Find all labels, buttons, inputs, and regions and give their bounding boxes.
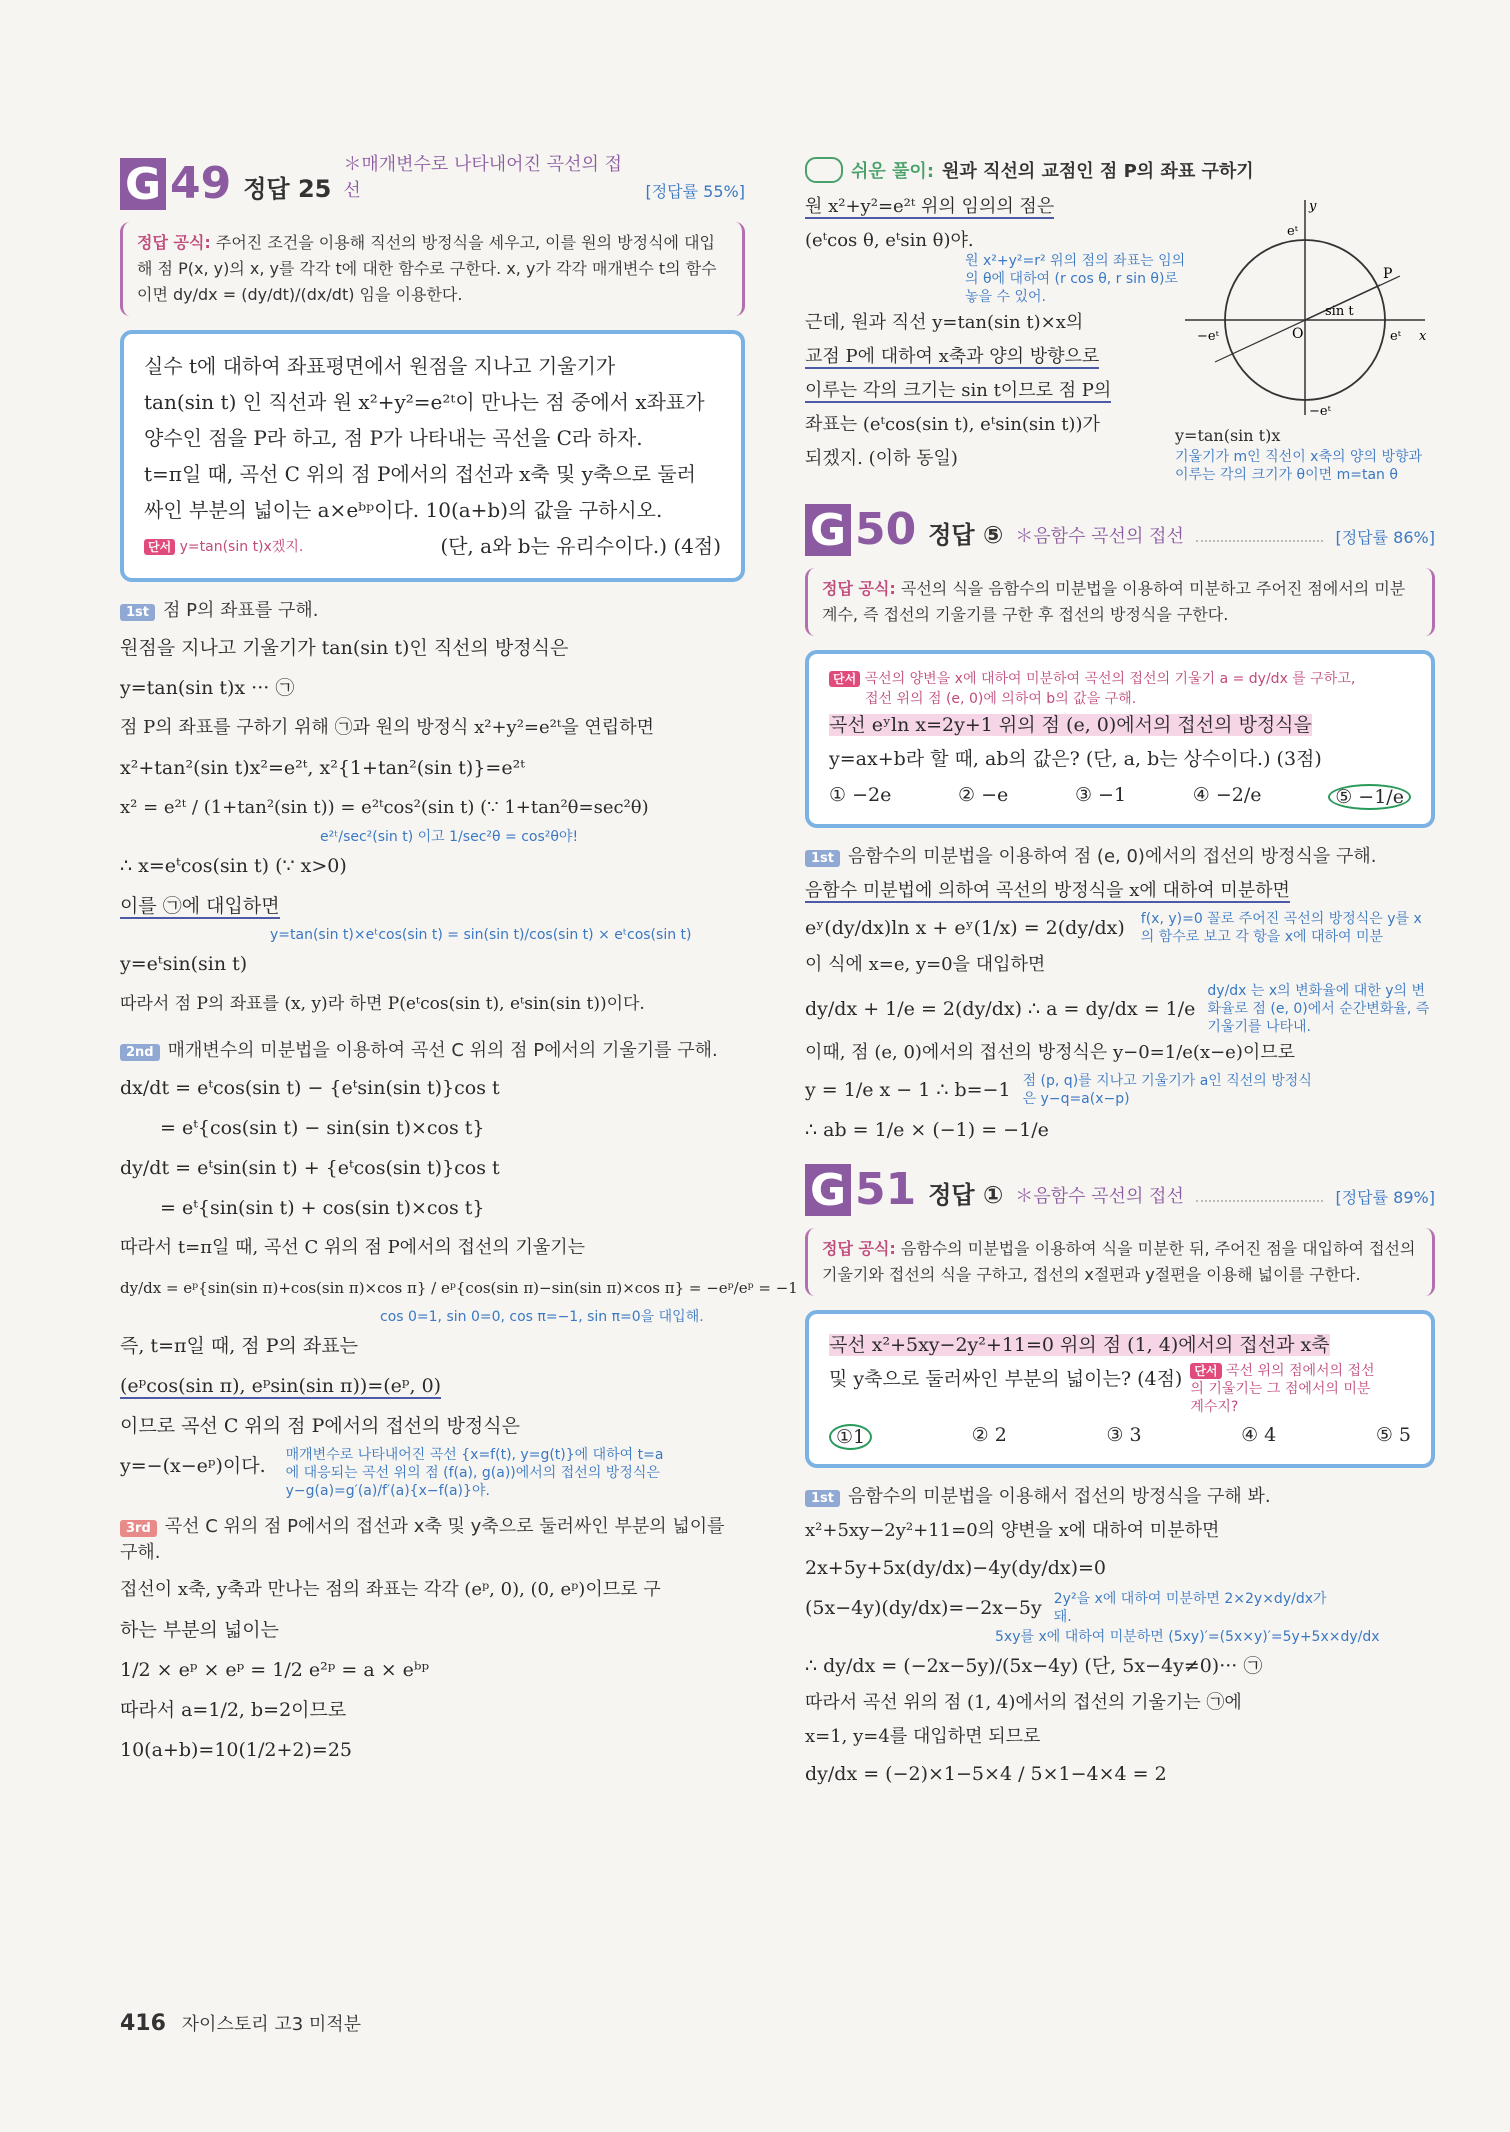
hint: 단서 y=tan(sin t)x겠지.: [144, 536, 303, 556]
choice-4: ④ −2/e: [1192, 784, 1262, 806]
tangent-row: [120, 1446, 745, 1500]
solution-line: = eᵗ{cos(sin t) − sin(sin t)×cos t}: [160, 1117, 485, 1139]
solution-line: (5x−4y)(dy/dx)=−2x−5y: [805, 1597, 1042, 1619]
solution-line: y = 1/e x − 1 ∴ b=−1: [805, 1079, 1011, 1101]
topic: ＊음함수 곡선의 접선: [1015, 1186, 1184, 1207]
solution-line: 2x+5y+5x(dy/dx)−4y(dy/dx)=0: [805, 1557, 1107, 1579]
solution-line: dy/dx = eᵖ{sin(sin π)+cos(sin π)×cos π} / eᵖ{cos(sin π)−sin(sin π)×cos π} = −eᵖ/eᵖ = −1: [120, 1279, 798, 1297]
question-line: tan(sin t) 인 직선과 원 x²+y²=e²ᵗ이 만나는 점 중에서 x좌표가: [144, 390, 705, 414]
question-box: [805, 650, 1435, 828]
choice-2: ② 2: [971, 1424, 1007, 1446]
choice-3: ③ −1: [1074, 784, 1127, 806]
dotted-divider: [1196, 540, 1324, 542]
page-footer: [120, 2010, 361, 2036]
easy-text: [805, 190, 1186, 476]
question-row: [829, 1362, 1411, 1416]
page-number: 416: [120, 2011, 166, 2036]
note: 기울기가 m인 직선이 x축의 양의 방향과 이루는 각의 크기가 θ이면 m=tan θ: [1175, 449, 1423, 483]
g-badge: G: [120, 158, 166, 210]
solution-line: x²+tan²(sin t)x²=e²ᵗ, x²{1+tan²(sin t)}=e²ᵗ: [120, 757, 525, 779]
note: cos 0=1, sin 0=0, cos π=−1, sin π=0을 대입해.: [380, 1309, 704, 1325]
solution-line: ∴ dy/dx = (−2x−5y)/(5x−4y) (단, 5x−4y≠0)··· ㉠: [805, 1655, 1263, 1677]
easy-solution-header: [805, 150, 1435, 190]
hint: 단서 곡선 위의 점에서의 접선의 기울기는 그 점에서의 미분계수지?: [1190, 1363, 1375, 1415]
choices: [829, 784, 1411, 810]
solution-line: 즉, t=π일 때, 점 P의 좌표는: [120, 1335, 358, 1357]
choice-4: ④ 4: [1241, 1424, 1277, 1446]
answer-label: 정답 ⑤: [928, 521, 1004, 549]
answer-label: 정답 ①: [928, 1181, 1004, 1209]
note: 점 (p, q)를 지나고 기울기가 a인 직선의 방정식은 y−q=a(x−p): [1022, 1073, 1312, 1107]
solution-line: dx/dt = eᵗcos(sin t) − {eᵗsin(sin t)}cos t: [120, 1077, 500, 1099]
solution-line: 근데, 원과 직선 y=tan(sin t)×x의: [805, 312, 1084, 333]
question-footer: [144, 528, 721, 564]
question-box: [805, 1310, 1435, 1468]
solution-line: 따라서 t=π일 때, 곡선 C 위의 점 P에서의 접선의 기울기는: [120, 1237, 586, 1258]
accuracy-rate: [정답률 89%]: [1335, 1188, 1435, 1207]
problem-49-header: [120, 150, 745, 210]
book-title: 자이스토리 고3 미적분: [181, 2014, 362, 2035]
solution-line: 좌표는 (eᵗcos(sin t), eᵗsin(sin t))가: [805, 414, 1100, 435]
solution-line: 이므로 곡선 C 위의 점 P에서의 접선의 방정식은: [120, 1415, 520, 1437]
choice-1-correct: ①1: [829, 1424, 872, 1450]
dotted-divider: [1196, 1200, 1324, 1202]
choice-5: ⑤ 5: [1375, 1424, 1411, 1446]
answer-formula: [805, 1228, 1435, 1296]
step-badge-1st: 1st: [805, 850, 840, 867]
solution-line: 원점을 지나고 기울기가 tan(sin t)인 직선의 방정식은: [120, 637, 569, 659]
x-label: x: [1419, 329, 1427, 344]
solution-line: 따라서 점 P의 좌표를 (x, y)라 하면 P(eᵗcos(sin t), eᵗsin(sin t))이다.: [120, 994, 645, 1014]
problem-50-header: [805, 496, 1435, 556]
solution-line: 이루는 각의 크기는 sin t이므로 점 P의: [805, 380, 1112, 401]
question-line: t=π일 때, 곡선 C 위의 점 P에서의 접선과 x축 및 y축으로 둘러: [144, 462, 696, 486]
step-badge-2nd: 2nd: [120, 1044, 160, 1061]
formula-label: 정답 공식:: [822, 1239, 896, 1258]
easy-solution-body: [805, 190, 1435, 490]
circle-figure: [1175, 190, 1435, 420]
step-3: 3rd 곡선 C 위의 점 P에서의 접선과 x축 및 y축으로 둘러싸인 부분의 넓이를 구해.: [120, 1516, 725, 1563]
et-top: eᵗ: [1287, 224, 1298, 239]
problem-51-header: [805, 1156, 1435, 1216]
hint-tag: 단서: [829, 671, 860, 687]
line-through-origin: [1215, 276, 1400, 362]
choices: [829, 1424, 1411, 1450]
note: y=tan(sin t)×eᵗcos(sin t) = sin(sin t)/cos(sin t) × eᵗcos(sin t): [270, 927, 692, 943]
step-1: 1st 음함수의 미분법을 이용해서 접선의 방정식을 구해 봐.: [805, 1482, 1435, 1508]
point-p-label: P: [1383, 266, 1393, 282]
line-equation: y=tan(sin t)x: [1175, 426, 1281, 445]
topic: ＊매개변수로 나타내어진 곡선의 접선: [343, 154, 622, 201]
neg-et-bottom: −eᵗ: [1309, 404, 1331, 419]
solution-line: 음함수 미분법에 의하여 곡선의 방정식을 x에 대하여 미분하면: [805, 880, 1290, 901]
note: dy/dx 는 x의 변화율에 대한 y의 변화율로 점 (e, 0)에서 순간변화율, 즉 기울기를 나타내.: [1207, 983, 1430, 1035]
solution-line: 교점 P에 대하여 x축과 양의 방향으로: [805, 346, 1100, 367]
hint: 단서 곡선의 양변을 x에 대하여 미분하여 곡선의 접선의 기울기 a = dy/dx 를 구하고,: [829, 668, 1411, 688]
solution-line: 접선이 x축, y축과 만나는 점의 좌표는 각각 (eᵖ, 0), (0, eᵖ)이므로 구: [120, 1579, 661, 1600]
answer-formula: [120, 222, 745, 316]
accuracy-rate: [정답률 55%]: [645, 182, 745, 201]
solution-line: (eᵗcos θ, eᵗsin θ)야.: [805, 230, 974, 251]
solution-line: y=tan(sin t)x ··· ㉠: [120, 677, 295, 699]
solution-line: ∴ ab = 1/e × (−1) = −1/e: [805, 1119, 1049, 1141]
glasses-icon: [805, 157, 843, 183]
solution-line: (eᵖcos(sin π), eᵖsin(sin π))=(eᵖ, 0): [120, 1375, 442, 1397]
question-line: 양수인 점을 P라 하고, 점 P가 나타내는 곡선을 C라 하자.: [144, 426, 643, 450]
step-badge-3rd: 3rd: [120, 1520, 157, 1537]
left-column: [120, 150, 798, 1770]
solution-line: ∴ x=eᵗcos(sin t) (∵ x>0): [120, 855, 347, 877]
answer-label: 정답 25: [243, 175, 332, 203]
solution-line: 이를 ㉠에 대입하면: [120, 895, 280, 917]
solution-line: 1/2 × eᵖ × eᵖ = 1/2 e²ᵖ = a × eᵇᵖ: [120, 1659, 430, 1681]
solution-line: 따라서 a=1/2, b=2이므로: [120, 1699, 347, 1721]
neg-et-left: −eᵗ: [1197, 329, 1219, 344]
solution-line: x² = e²ᵗ / (1+tan²(sin t)) = e²ᵗcos²(sin t) (∵ 1+tan²θ=sec²θ): [120, 797, 649, 818]
solution-line: x=1, y=4를 대입하면 되므로: [805, 1726, 1041, 1747]
formula-text: 음함수의 미분법을 이용하여 식을 미분한 뒤, 주어진 점을 대입하여 접선의 기울기와 접선의 식을 구하고, 접선의 x절편과 y절편을 이용해 넓이를 구한다.: [822, 1239, 1416, 1284]
step-2: 2nd 매개변수의 미분법을 이용하여 곡선 C 위의 점 P에서의 기울기를 구해.: [120, 1036, 745, 1062]
note: 원 x²+y²=r² 위의 점의 좌표는 임의의 θ에 대하여 (r cos θ, r sin θ)로 놓을 수 있어.: [965, 253, 1186, 305]
slope-row: [805, 982, 1435, 1036]
note: e²ᵗ/sec²(sin t) 이고 1/sec²θ = cos²θ야!: [320, 829, 579, 845]
solution-line: y=eᵗsin(sin t): [120, 953, 248, 975]
problem-number: 50: [855, 504, 917, 555]
step-badge-1st: 1st: [120, 604, 155, 621]
question-line: 곡선 x²+5xy−2y²+11=0 위의 점 (1, 4)에서의 접선과 x축: [829, 1334, 1330, 1356]
question-box: [120, 330, 745, 582]
solution-line: 점 P의 좌표를 구하기 위해 ㉠과 원의 방정식 x²+y²=e²ᵗ을 연립하면: [120, 717, 654, 738]
solution-line: x²+5xy−2y²+11=0의 양변을 x에 대하여 미분하면: [805, 1520, 1220, 1541]
problem-number: 51: [855, 1164, 917, 1215]
formula-text: 곡선의 식을 음함수의 미분법을 이용하여 미분하고 주어진 점에서의 미분계수, 즉 접선의 기울기를 구한 후 접선의 방정식을 구한다.: [822, 579, 1406, 624]
question-line: (단, a와 b는 유리수이다.) (4점): [440, 534, 721, 558]
rearrange-row: [805, 1588, 1435, 1628]
easy-label: 쉬운 풀이:: [851, 161, 935, 182]
question-line: 및 y축으로 둘러싸인 부분의 넓이는? (4점): [829, 1368, 1183, 1390]
origin-label: O: [1292, 326, 1304, 342]
right-column: [805, 150, 1435, 1794]
problem-number: 49: [170, 158, 232, 209]
note: 매개변수로 나타내어진 곡선 {x=f(t), y=g(t)}에 대하여 t=a에 대응되는 곡선 위의 점 (f(a), g(a))에서의 접선의 방정식은 y−g(a)=g′(a)/f′(a){x−f(a)}야.: [285, 1447, 664, 1499]
angle-label: sin t: [1325, 304, 1354, 319]
solution-line: 이때, 점 (e, 0)에서의 접선의 방정식은 y−0=1/e(x−e)이므로: [805, 1042, 1296, 1063]
accuracy-rate: [정답률 86%]: [1335, 528, 1435, 547]
question-line: 싸인 부분의 넓이는 a×eᵇᵖ이다. 10(a+b)의 값을 구하시오.: [144, 498, 663, 522]
solution-line: 원 x²+y²=e²ᵗ 위의 임의의 점은: [805, 196, 1055, 217]
formula-text: 주어진 조건을 이용해 직선의 방정식을 세우고, 이를 원의 방정식에 대입해 점 P(x, y)의 x, y를 각각 t에 대한 함수로 구한다. x, y가 각각 매개변수 t의 함수이면 dy/dx = (dy/dt)/(dx/dt) 임을 이용한다.: [137, 233, 717, 304]
intercept-row: [805, 1070, 1435, 1110]
solution-line: 이 식에 x=e, y=0을 대입하면: [805, 954, 1046, 975]
solution-line: 10(a+b)=10(1/2+2)=25: [120, 1739, 353, 1761]
question-line: y=ax+b라 할 때, ab의 값은? (단, a, b는 상수이다.) (3점): [829, 748, 1322, 770]
formula-label: 정답 공식:: [137, 233, 211, 252]
topic: ＊음함수 곡선의 접선: [1015, 526, 1184, 547]
solution-line: = eᵗ{sin(sin t) + cos(sin t)×cos t}: [160, 1197, 485, 1219]
answer-formula: [805, 568, 1435, 636]
solution-line: y=−(x−eᵖ)이다.: [120, 1455, 266, 1477]
choice-1: ① −2e: [829, 784, 892, 806]
hint-tag: 단서: [144, 539, 175, 555]
y-label: y: [1309, 199, 1317, 214]
solution-line: eʸ(dy/dx)ln x + eʸ(1/x) = 2(dy/dx): [805, 917, 1125, 939]
easy-title: 원과 직선의 교점인 점 P의 좌표 구하기: [942, 161, 1254, 182]
solution-line: dy/dx + 1/e = 2(dy/dx) ∴ a = dy/dx = 1/e: [805, 998, 1196, 1020]
solution-line: 따라서 곡선 위의 점 (1, 4)에서의 접선의 기울기는 ㉠에: [805, 1692, 1242, 1713]
choice-5-correct: ⑤ −1/e: [1328, 784, 1411, 810]
solution-line: dy/dt = eᵗsin(sin t) + {eᵗcos(sin t)}cos t: [120, 1157, 500, 1179]
solution-line: dy/dx = (−2)×1−5×4 / 5×1−4×4 = 2: [805, 1763, 1167, 1785]
step-badge-1st: 1st: [805, 1490, 840, 1507]
question-line: 곡선 eʸln x=2y+1 위의 점 (e, 0)에서의 접선의 방정식을: [829, 714, 1312, 736]
note: f(x, y)=0 꼴로 주어진 곡선의 방정식은 y를 x의 함수로 보고 각 항을 x에 대하여 미분: [1140, 911, 1422, 945]
step-1: 1st 점 P의 좌표를 구해.: [120, 596, 745, 622]
step-1: 1st 음함수의 미분법을 이용하여 점 (e, 0)에서의 접선의 방정식을 구해.: [805, 842, 1435, 868]
question-line: 실수 t에 대하여 좌표평면에서 원점을 지나고 기울기가: [144, 354, 616, 378]
solution-line: 되겠지. (이하 동일): [805, 448, 958, 469]
derivative-row: [805, 908, 1435, 948]
g-badge: G: [805, 504, 851, 556]
choice-3: ③ 3: [1106, 1424, 1142, 1446]
hint-tag: 단서: [1190, 1363, 1221, 1379]
solution-line: 하는 부분의 넓이는: [120, 1619, 279, 1641]
formula-label: 정답 공식:: [822, 579, 896, 598]
g-badge: G: [805, 1164, 851, 1216]
note: 2y²을 x에 대하여 미분하면 2×2y×dy/dx가 돼.: [1053, 1591, 1327, 1625]
hint: 접선 위의 점 (e, 0)에 의하여 b의 값을 구해.: [865, 691, 1137, 707]
choice-2: ② −e: [958, 784, 1009, 806]
et-right: eᵗ: [1390, 329, 1401, 344]
note: 5xy를 x에 대하여 미분하면 (5xy)′=(5x×y)′=5y+5x×dy/dx: [995, 1629, 1380, 1645]
